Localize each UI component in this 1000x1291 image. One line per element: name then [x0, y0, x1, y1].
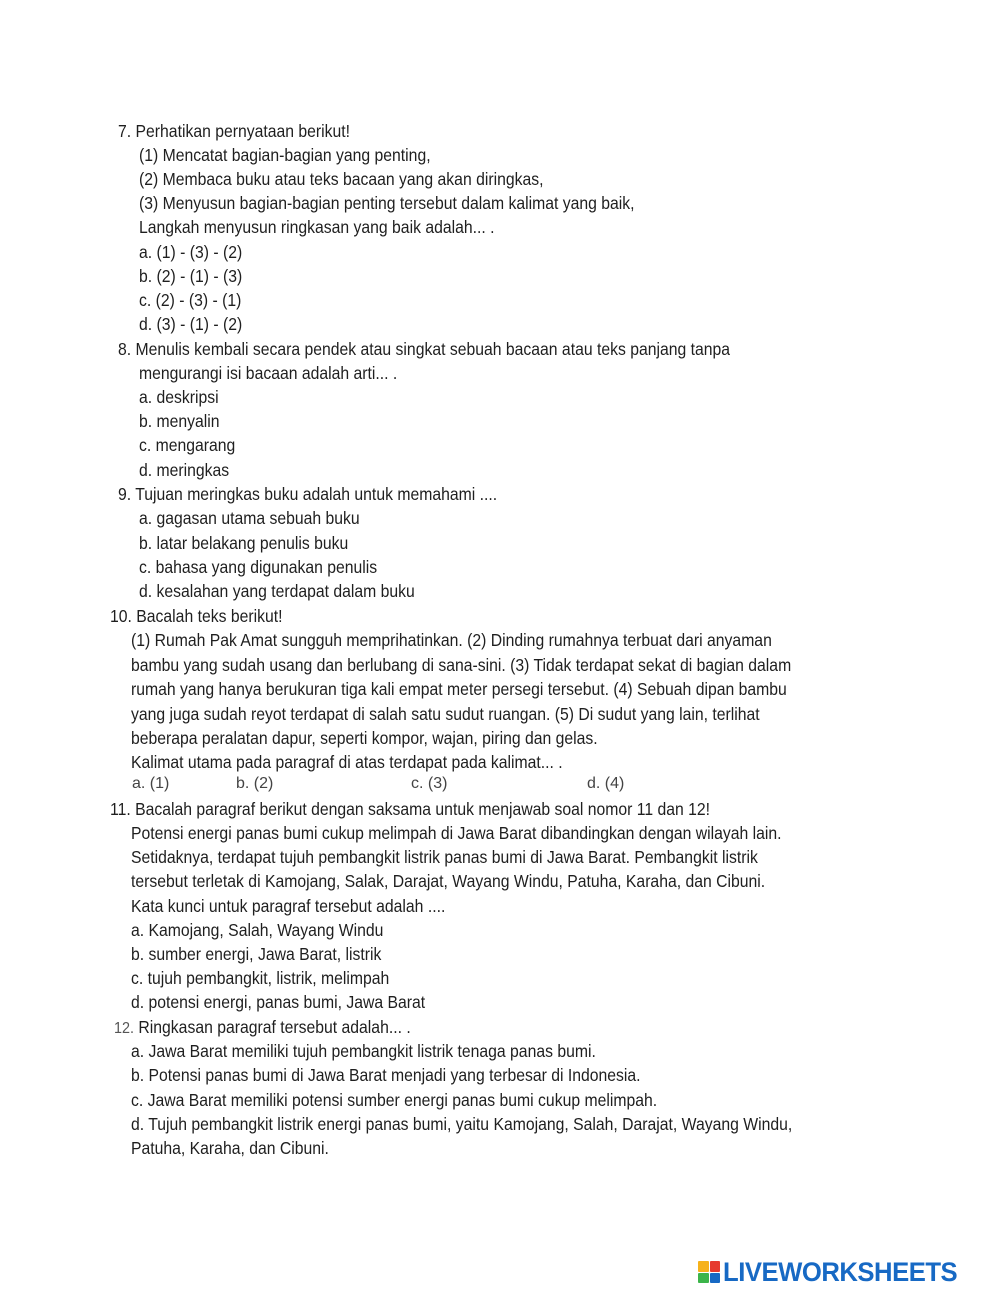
q10-option-b[interactable]: b. (2)	[236, 775, 274, 792]
q9-option-b[interactable]: b. latar belakang penulis buku	[139, 533, 349, 553]
q7-question-text: Perhatikan pernyataan berikut!	[135, 121, 351, 141]
q12-question-text: Ringkasan paragraf tersebut adalah... .	[138, 1017, 411, 1037]
q10-option-c[interactable]: c. (3)	[411, 775, 448, 792]
q12-option-c[interactable]: c. Jawa Barat memiliki potensi sumber energi panas bumi cukup melimpah.	[131, 1090, 658, 1110]
q11-option-b[interactable]: b. sumber energi, Jawa Barat, listrik	[131, 944, 382, 964]
q10-option-a[interactable]: a. (1)	[132, 775, 170, 792]
q8-question-line-2: mengurangi isi bacaan adalah arti... .	[139, 363, 398, 383]
q11-number: 11.	[110, 799, 131, 819]
q11-option-c[interactable]: c. tujuh pembangkit, listrik, melimpah	[131, 968, 390, 988]
q11-prompt: Kata kunci untuk paragraf tersebut adalah ....	[131, 896, 446, 916]
q8-option-c[interactable]: c. mengarang	[139, 435, 236, 455]
q8-option-d[interactable]: d. meringkas	[139, 460, 230, 480]
q11-question	[110, 797, 710, 821]
q9-option-c[interactable]: c. bahasa yang digunakan penulis	[139, 557, 378, 577]
q7-statement-1: (1) Mencatat bagian-bagian yang penting,	[139, 145, 431, 165]
q7-option-d[interactable]: d. (3) - (1) - (2)	[139, 314, 243, 334]
q11-passage-line-1: Potensi energi panas bumi cukup melimpah di Jawa Barat dibandingkan dengan wilayah lain.	[131, 823, 782, 843]
q11-option-a[interactable]: a. Kamojang, Salah, Wayang Windu	[131, 920, 384, 940]
q8-option-b[interactable]: b. menyalin	[139, 411, 220, 431]
q12-option-d-continuation: Patuha, Karaha, dan Cibuni.	[131, 1138, 329, 1158]
q8-option-a[interactable]: a. deskripsi	[139, 387, 219, 407]
q9-question	[118, 482, 497, 506]
q7-prompt: Langkah menyusun ringkasan yang baik adalah... .	[139, 217, 495, 237]
q8-question	[118, 337, 730, 361]
q7-option-b[interactable]: b. (2) - (1) - (3)	[139, 266, 243, 286]
q9-question-text: Tujuan meringkas buku adalah untuk memahami ....	[135, 484, 498, 504]
q10-passage-line-2: bambu yang sudah usang dan berlubang di sana-sini. (3) Tidak terdapat sekat di bagian dalam	[131, 655, 792, 675]
q7-statement-3: (3) Menyusun bagian-bagian penting tersebut dalam kalimat yang baik,	[139, 193, 635, 213]
q11-question-text: Bacalah paragraf berikut dengan saksama untuk menjawab soal nomor 11 dan 12!	[135, 799, 711, 819]
q9-option-a[interactable]: a. gagasan utama sebuah buku	[139, 508, 360, 528]
q11-option-d[interactable]: d. potensi energi, panas bumi, Jawa Barat	[131, 992, 426, 1012]
q10-option-d[interactable]: d. (4)	[587, 775, 625, 792]
q9-option-d[interactable]: d. kesalahan yang terdapat dalam buku	[139, 581, 415, 601]
q10-passage-line-4: yang juga sudah reyot terdapat di salah satu sudut ruangan. (5) Di sudut yang lain, terlihat	[131, 704, 760, 724]
q10-passage-line-1: (1) Rumah Pak Amat sungguh memprihatinkan. (2) Dinding rumahnya terbuat dari anyaman	[131, 630, 772, 650]
q12-number: 12.	[114, 1020, 135, 1037]
q11-passage-line-3: tersebut terletak di Kamojang, Salak, Darajat, Wayang Windu, Patuha, Karaha, dan Cibuni.	[131, 871, 766, 891]
liveworksheets-logo-icon	[698, 1261, 720, 1283]
q7-option-c[interactable]: c. (2) - (3) - (1)	[139, 290, 242, 310]
liveworksheets-logo-text: LIVEWORKSHEETS	[723, 1256, 958, 1287]
q10-passage-line-3: rumah yang hanya berukuran tiga kali empat meter persegi tersebut. (4) Sebuah dipan bambu	[131, 679, 787, 699]
q11-passage-line-2: Setidaknya, terdapat tujuh pembangkit listrik panas bumi di Jawa Barat. Pembangkit listrik	[131, 847, 758, 867]
q8-question-line-1: Menulis kembali secara pendek atau singkat sebuah bacaan atau teks panjang tanpa	[135, 339, 731, 359]
q9-number: 9.	[118, 484, 132, 504]
q12-option-b[interactable]: b. Potensi panas bumi di Jawa Barat menjadi yang terbesar di Indonesia.	[131, 1065, 641, 1085]
q7-question	[118, 119, 350, 143]
q12-option-d[interactable]: d. Tujuh pembangkit listrik energi panas bumi, yaitu Kamojang, Salah, Darajat, Wayang Windu,	[131, 1114, 793, 1134]
q10-number: 10.	[110, 606, 132, 626]
q12-option-a[interactable]: a. Jawa Barat memiliki tujuh pembangkit listrik tenaga panas bumi.	[131, 1041, 596, 1061]
liveworksheets-logo	[698, 1257, 970, 1287]
q10-question-text: Bacalah teks berikut!	[136, 606, 283, 626]
q10-prompt: Kalimat utama pada paragraf di atas terdapat pada kalimat... .	[131, 752, 563, 772]
q7-statement-2: (2) Membaca buku atau teks bacaan yang akan diringkas,	[139, 169, 544, 189]
q12-question	[114, 1015, 411, 1041]
q7-option-a[interactable]: a. (1) - (3) - (2)	[139, 242, 243, 262]
q10-question	[110, 604, 282, 628]
q7-number: 7.	[118, 121, 132, 141]
q10-passage-line-5: beberapa peralatan dapur, seperti kompor, wajan, piring dan gelas.	[131, 728, 598, 748]
q8-number: 8.	[118, 339, 132, 359]
